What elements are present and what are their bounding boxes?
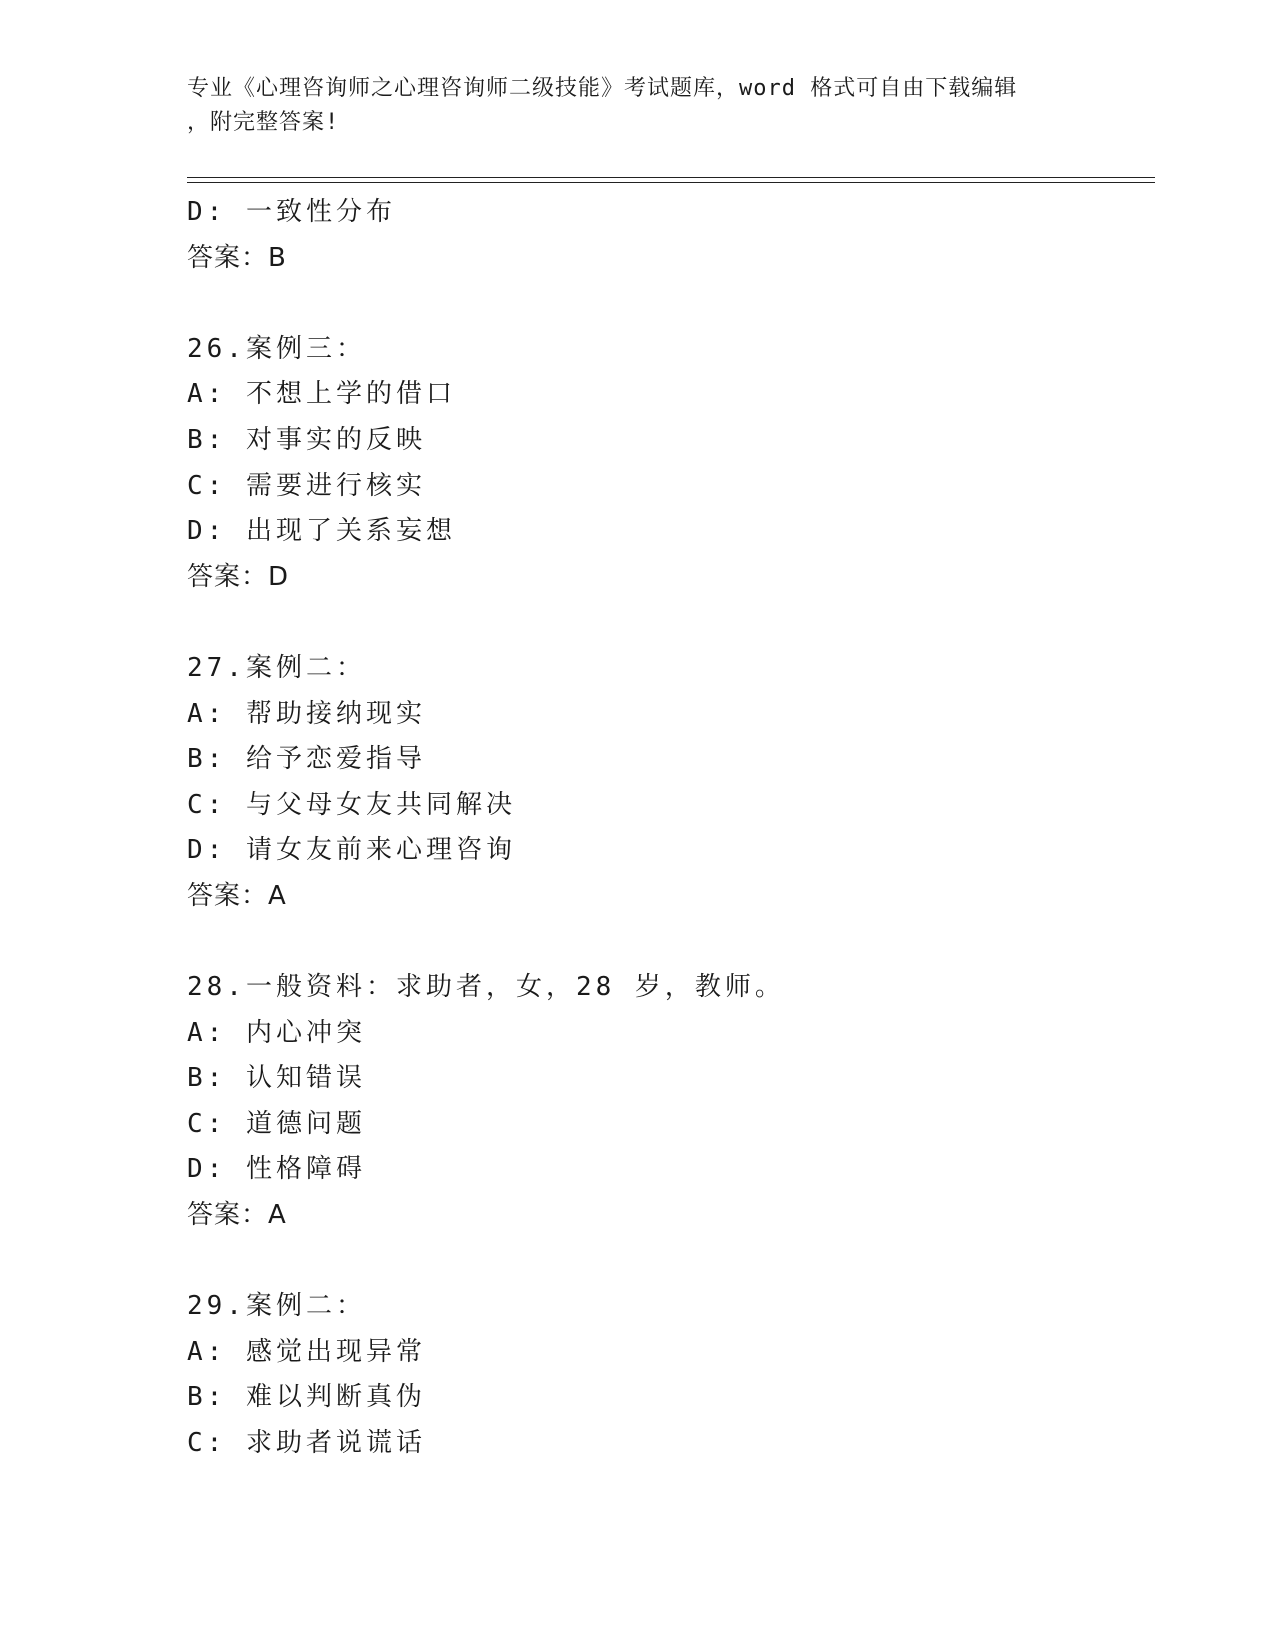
option-a: A: 不想上学的借口 [187, 379, 456, 410]
option-c: C: 需要进行核实 [187, 470, 426, 501]
question-26 [187, 327, 1155, 601]
option-c: C: 求助者说谎话 [187, 1428, 426, 1459]
question-28 [187, 965, 1155, 1239]
option-a: A: 帮助接纳现实 [187, 698, 426, 729]
spacer [187, 1239, 1155, 1285]
spacer [187, 920, 1155, 966]
question-27 [187, 646, 1155, 920]
option-d: D: 一致性分布 [187, 197, 396, 227]
option-a: A: 感觉出现异常 [187, 1336, 426, 1367]
option-b: B: 对事实的反映 [187, 424, 426, 455]
document-header [187, 72, 1087, 140]
spacer [187, 600, 1155, 646]
question-stem: 26.案例三： [187, 333, 366, 364]
option-b: B: 认知错误 [187, 1063, 366, 1094]
answer-line: 答案：A [187, 880, 287, 911]
option-a: A: 内心冲突 [187, 1017, 366, 1048]
question-25-tail [187, 190, 1155, 281]
question-stem: 27.案例二： [187, 652, 366, 683]
question-29 [187, 1284, 1155, 1466]
option-d: D: 请女友前来心理咨询 [187, 835, 516, 866]
option-c: C: 道德问题 [187, 1108, 366, 1139]
header-divider-bottom [187, 182, 1155, 183]
option-b: B: 给予恋爱指导 [187, 744, 426, 775]
header-line-2: ，附完整答案! [187, 110, 340, 135]
answer-line: 答案：B [187, 242, 287, 273]
option-d: D: 出现了关系妄想 [187, 516, 456, 547]
option-d: D: 性格障碍 [187, 1154, 366, 1185]
answer-line: 答案：A [187, 1200, 287, 1231]
option-c: C: 与父母女友共同解决 [187, 789, 516, 820]
question-stem: 28.一般资料：求助者，女，28 岁，教师。 [187, 972, 785, 1003]
option-b: B: 难以判断真伪 [187, 1382, 426, 1413]
header-line-1: 专业《心理咨询师之心理咨询师二级技能》考试题库，word 格式可自由下载编辑 [187, 76, 1018, 101]
spacer [187, 281, 1155, 327]
question-stem: 29.案例二： [187, 1291, 366, 1322]
question-list [187, 190, 1155, 1467]
answer-line: 答案：D [187, 561, 290, 592]
header-divider-top [187, 177, 1155, 178]
